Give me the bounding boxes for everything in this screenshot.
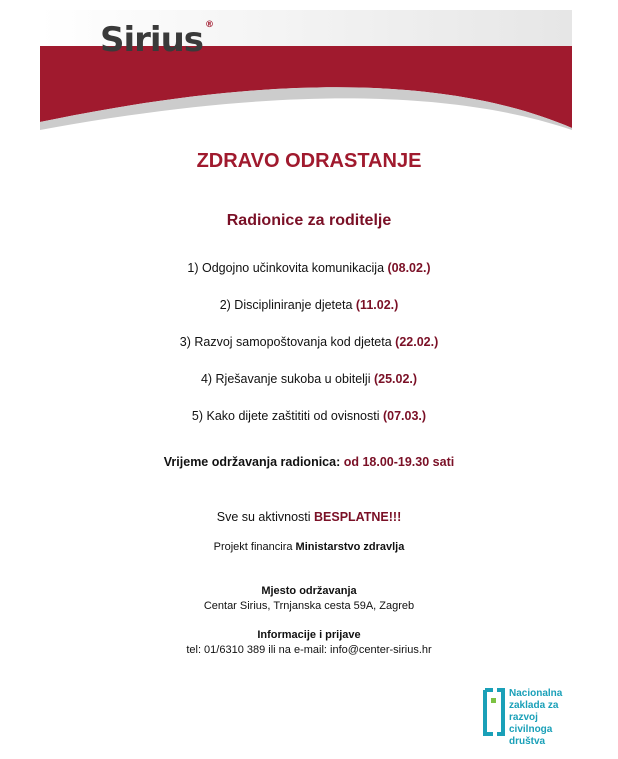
free-value: BESPLATNE!!!	[314, 510, 402, 524]
bracket-icon	[483, 688, 507, 736]
workshop-label: 2) Discipliniranje djeteta	[219, 298, 356, 312]
sponsor-name	[509, 688, 562, 748]
page-title: ZDRAVO ODRASTANJE	[196, 150, 422, 172]
workshop-date: (07.03.)	[382, 409, 427, 423]
workshop-time	[0, 455, 618, 469]
sponsor-line: Nacionalna	[509, 688, 563, 699]
location-address: Centar Sirius, Trnjanska cesta 59A, Zagreb	[203, 600, 415, 612]
list-item	[0, 297, 618, 334]
sponsor-line: razvoj	[509, 712, 538, 723]
project-funding	[0, 541, 618, 553]
time-value: od 18.00-19.30 sati	[343, 455, 455, 469]
project-label: Projekt financira	[213, 541, 296, 553]
workshop-label: 5) Kako dijete zaštititi od ovisnosti	[191, 409, 383, 423]
workshop-list	[0, 260, 618, 445]
info-block	[0, 628, 618, 658]
location-block	[0, 584, 618, 614]
registered-mark: ®	[205, 20, 214, 30]
list-item	[0, 371, 618, 408]
sponsor-line: društva	[509, 736, 546, 747]
sponsor-line: civilnoga	[509, 724, 553, 735]
list-item	[0, 408, 618, 445]
free-notice	[0, 510, 618, 524]
workshop-date: (22.02.)	[395, 335, 439, 349]
list-item	[0, 260, 618, 297]
info-contact: tel: 01/6310 389 ili na e-mail: info@center-sirius.hr	[186, 644, 432, 656]
workshop-label: 1) Odgojno učinkovita komunikacija	[187, 261, 388, 275]
sponsor-line: zaklada za	[509, 700, 559, 711]
free-label: Sve su aktivnosti	[216, 510, 314, 524]
sponsor-logo	[483, 682, 603, 754]
header-banner	[40, 10, 572, 130]
page-subtitle: Radionice za roditelje	[226, 212, 392, 229]
workshop-date: (11.02.)	[355, 298, 399, 312]
workshop-date: (08.02.)	[387, 261, 431, 275]
info-heading: Informacije i prijave	[257, 629, 361, 641]
sirius-logo	[100, 20, 213, 60]
location-heading: Mjesto održavanja	[261, 585, 357, 597]
list-item	[0, 334, 618, 371]
workshop-label: 3) Razvoj samopoštovanja kod djeteta	[179, 335, 396, 349]
workshop-label: 4) Rješavanje sukoba u obitelji	[200, 372, 374, 386]
project-funder: Ministarstvo zdravlja	[295, 541, 405, 553]
workshop-date: (25.02.)	[373, 372, 418, 386]
time-label: Vrijeme održavanja radionica:	[163, 455, 344, 469]
logo-text: Sirius	[100, 20, 204, 60]
